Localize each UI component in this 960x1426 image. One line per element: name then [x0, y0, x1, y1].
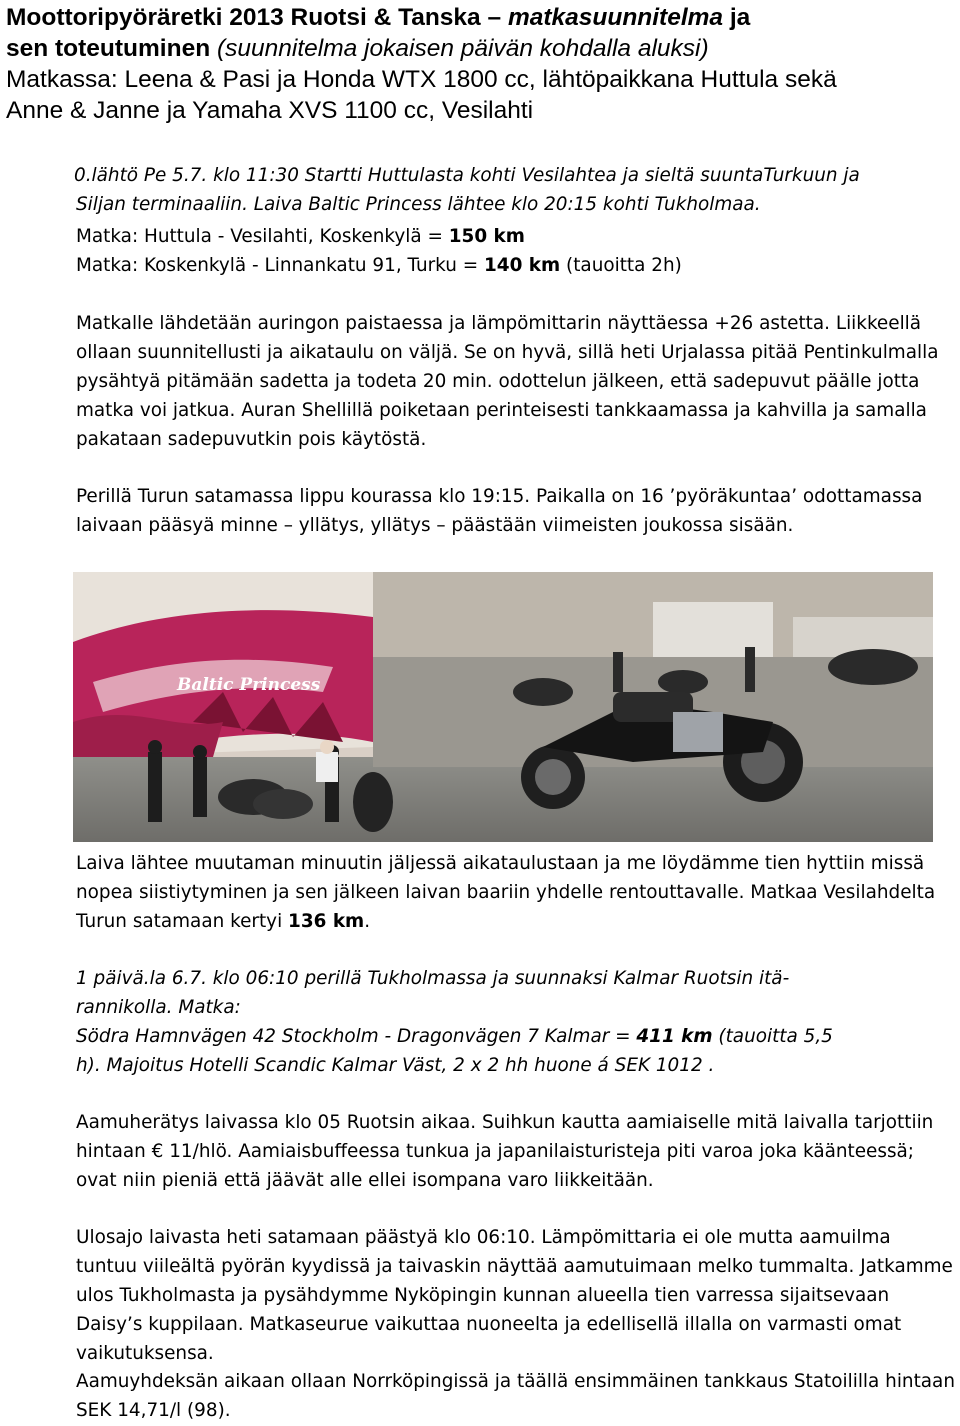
day0-line-1: 0.lähtö Pe 5.7. klo 11:30 Startti Huttulasta kohti Vesilahtea ja sieltä suuntaTurkuun ja [74, 165, 860, 186]
day1-line-2: rannikolla. Matka: [76, 997, 241, 1018]
day0-line-2: Siljan terminaaliin. Laiva Baltic Princess lähtee klo 20:15 kohti Tukholmaa. [76, 194, 761, 215]
ship-name-label: Baltic Princess [177, 675, 321, 695]
day1-heading [76, 964, 956, 1080]
document-title [6, 2, 951, 126]
day1-line-1: 1 päivä.la 6.7. klo 06:10 perillä Tukholmassa ja suunnaksi Kalmar Ruotsin itä- [76, 968, 790, 989]
breakfast-paragraph: Aamuherätys laivassa klo 05 Ruotsin aikaa. Suihkun kautta aamiaiselle mitä laivalla tarjottiin hintaan € 11/hlö. Aamiaisbuffeessa tunkua ja japanilaisturisteja piti varoa joka käänteessä; ovat niin pieniä että jäävät alle ellei isompana varo liikkeitään. [76, 1112, 934, 1191]
after-photo-text: Laiva lähtee muutaman minuutin jäljessä aikataulustaan ja me löydämme tien hyttiin missä nopea siistiytyminen ja sen jälkeen laivan baariin yhdelle rentouttavalle. Matkaa Vesilahdelta Turun satamaan kertyi 136 km. [76, 853, 936, 932]
harbor-photo [73, 572, 940, 842]
day0-narrative: Matkalle lähdetään auringon paistaessa ja lämpömittarin näyttäessa +26 astetta. Liikkeellä ollaan suunnitellusti ja aikataulu on väljä. Se on hyvä, sillä heti Urjalassa pitää Pentinkulmalla pysähtyä pitämään sadetta ja todeta 20 min. odottelun jälkeen, että sadepuvut päälle jotta matka voi jatkua. Auran Shellillä poiketaan perinteisesti tankkaamassa ja kahvilla ja samalla pakataan sadepuvutkin pois käytöstä. [76, 313, 939, 450]
ride-paragraph: Ulosajo laivasta heti satamaan päästyä klo 06:10. Lämpömittaria ei ole mutta aamuilma tuntuu viileältä pyörän kyydissä ja taivaskin näyttää aamutuimaan melko tummalta. Jatkamme ulos Tukholmasta ja pysähdymme Nyköpingin kunnan alueella tien varressa sijaitsevaan Daisy’s kuppilaan. Matkaseurue vaikuttaa nuoneelta ja edellisellä illalla on varmasti omat vaikutuksensa. [76, 1227, 953, 1364]
fuel-paragraph: Aamuyhdeksän aikaan ollaan Norrköpingissä ja täällä ensimmäinen tankkaus Statoililla hintaan SEK 14,71/l (98). [76, 1371, 955, 1421]
day0-route-2: Matka: Koskenkylä - Linnankatu 91, Turku = 140 km (tauoitta 2h) [76, 255, 682, 276]
title-line-2: sen toteutuminen (suunnitelma jokaisen päivän kohdalla aluksi) [6, 35, 709, 62]
day0-arrival: Perillä Turun satamassa lippu kourassa klo 19:15. Paikalla on 16 ’pyöräkuntaa’ odottamassa laivaan pääsyä minne – yllätys, yllätys – päästään viimeisten joukossa sisään. [76, 486, 923, 536]
day0-route-1: Matka: Huttula - Vesilahti, Koskenkylä = 150 km [76, 226, 525, 247]
harbor-photo-image [73, 572, 940, 842]
day1-line-last: h). Majoitus Hotelli Scandic Kalmar Väst, 2 x 2 hh huone á SEK 1012 . [76, 1055, 715, 1076]
title-line-1: Moottoripyöräretki 2013 Ruotsi & Tanska – matkasuunnitelma ja [6, 4, 751, 31]
day0-heading [76, 161, 956, 219]
day1-route: Södra Hamnvägen 42 Stockholm - Dragonvägen 7 Kalmar = 411 km (tauoitta 5,5 [76, 1026, 833, 1047]
title-line-3: Matkassa: Leena & Pasi ja Honda WTX 1800 cc, lähtöpaikkana Huttula sekä [6, 66, 837, 93]
title-line-4: Anne & Janne ja Yamaha XVS 1100 cc, Vesilahti [6, 97, 534, 124]
